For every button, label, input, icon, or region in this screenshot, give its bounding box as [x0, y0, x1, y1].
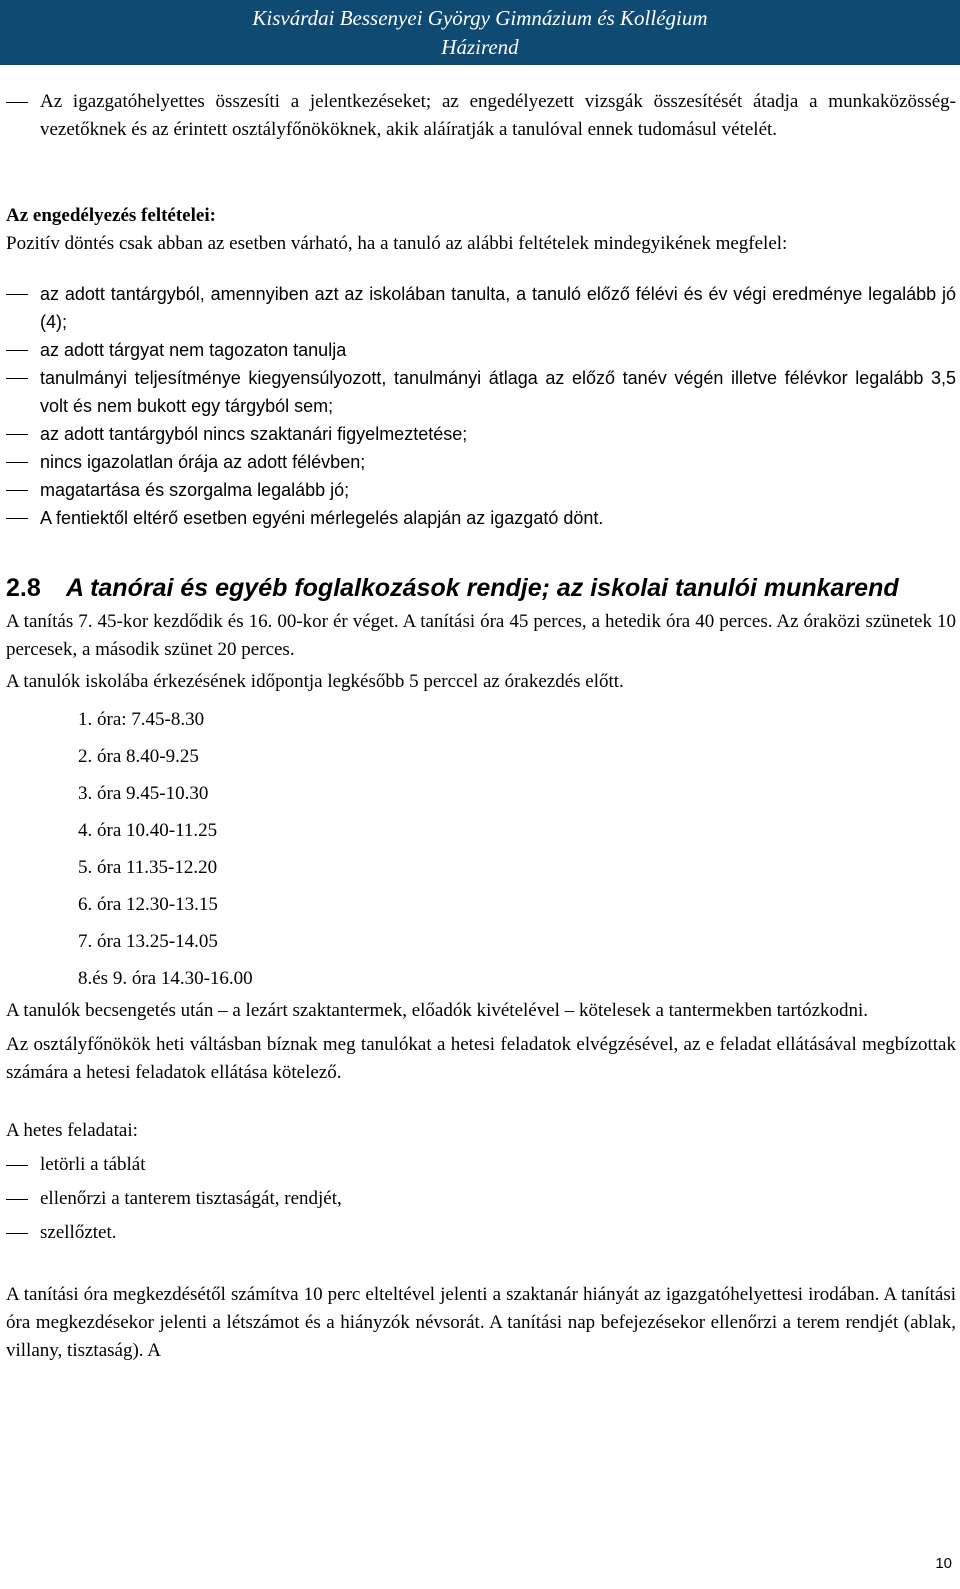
conditions-text: Pozitív döntés csak abban az esetben várható, ha a tanuló az alábbi feltételek mindegyikének megfelel:: [6, 233, 788, 254]
schedule-item: 1. óra: 7.45-8.30: [78, 709, 205, 730]
section-paragraph: A tanulók becsengetés után – a lezárt szaktantermek, előadók kivételével – kötelesek a tantermekben tartózkodni.: [6, 1000, 869, 1021]
schedule-item: 7. óra 13.25-14.05: [78, 931, 218, 952]
intro-list-item: Az igazgatóhelyettes összesíti a jelentkezéseket; az engedélyezett vizsgák összesítését átadja a munkaközösség-vezetőknek és az érintett osztályfőnököknek, akik aláíratják a tanulóval ennek tudomásul vételét.: [6, 88, 956, 144]
header-document-title: Házirend: [441, 35, 519, 59]
conditions-item: A fentiektől eltérő esetben egyéni mérlegelés alapján az igazgató dönt.: [6, 504, 956, 532]
section-number: 2.8: [6, 574, 41, 602]
schedule-item: 6. óra 12.30-13.15: [78, 894, 218, 915]
section-heading: [6, 572, 956, 604]
header-school-name: Kisvárdai Bessenyei György Gimnázium és Kollégium: [252, 6, 708, 30]
conditions-item: az adott tantárgyból nincs szaktanári figyelmeztetése;: [6, 420, 956, 448]
conditions-heading: Az engedélyezés feltételei:: [6, 205, 216, 226]
duty-item: ellenőrzi a tanterem tisztaságát, rendjét,: [6, 1185, 956, 1213]
section-paragraph: A tanítás 7. 45-kor kezdődik és 16. 00-kor ér véget. A tanítási óra 45 perces, a hetedik óra 40 perces. Az óraközi szünetek 10 percesek, a második szünet 20 perces.: [6, 611, 956, 660]
duties-list: [6, 1151, 956, 1247]
duty-item: letörli a táblát: [6, 1151, 956, 1179]
duties-heading: A hetes feladatai:: [6, 1120, 138, 1141]
schedule-item: 4. óra 10.40-11.25: [78, 820, 218, 841]
schedule-item: 5. óra 11.35-12.20: [78, 857, 218, 878]
conditions-item: az adott tárgyat nem tagozaton tanulja: [6, 336, 956, 364]
conditions-item: az adott tantárgyból, amennyiben azt az iskolában tanulta, a tanuló előző félévi és év végi eredménye legalább jó (4);: [6, 280, 956, 336]
conditions-item: tanulmányi teljesítménye kiegyensúlyozott, tanulmányi átlaga az előző tanév végén illetve félévkor legalább 3,5 volt és nem bukott egy tárgyból sem;: [6, 364, 956, 420]
lesson-schedule: [6, 710, 956, 989]
conditions-item: magatartása és szorgalma legalább jó;: [6, 476, 956, 504]
section-paragraph: A tanulók iskolába érkezésének időpontja legkésőbb 5 perccel az órakezdés előtt.: [6, 671, 624, 692]
schedule-item: 8.és 9. óra 14.30-16.00: [78, 968, 253, 989]
schedule-item: 3. óra 9.45-10.30: [78, 783, 209, 804]
page-number: 10: [935, 1555, 952, 1572]
schedule-item: 2. óra 8.40-9.25: [78, 746, 199, 767]
duty-item: szellőztet.: [6, 1219, 956, 1247]
document-body: [6, 88, 956, 1365]
page-header: [0, 0, 960, 65]
conditions-item: nincs igazolatlan órája az adott félévben;: [6, 448, 956, 476]
section-paragraph: A tanítási óra megkezdésétől számítva 10 perc elteltével jelenti a szaktanár hiányát az igazgatóhelyettesi irodában. A tanítási óra megkezdésekor jelenti a létszámot és a hiányzók névsorát. A tanítási nap befejezésekor ellenőrzi a terem rendjét (ablak, villany, tisztaság). A: [6, 1284, 956, 1361]
section-title: A tanórai és egyéb foglalkozások rendje; az iskolai tanulói munkarend: [66, 574, 899, 602]
section-paragraph: Az osztályfőnökök heti váltásban bíznak meg tanulókat a hetesi feladatok elvégzésével, az e feladat ellátásával megbízottak számára a hetesi feladatok ellátása kötelező.: [6, 1034, 956, 1083]
conditions-list: [6, 280, 956, 532]
